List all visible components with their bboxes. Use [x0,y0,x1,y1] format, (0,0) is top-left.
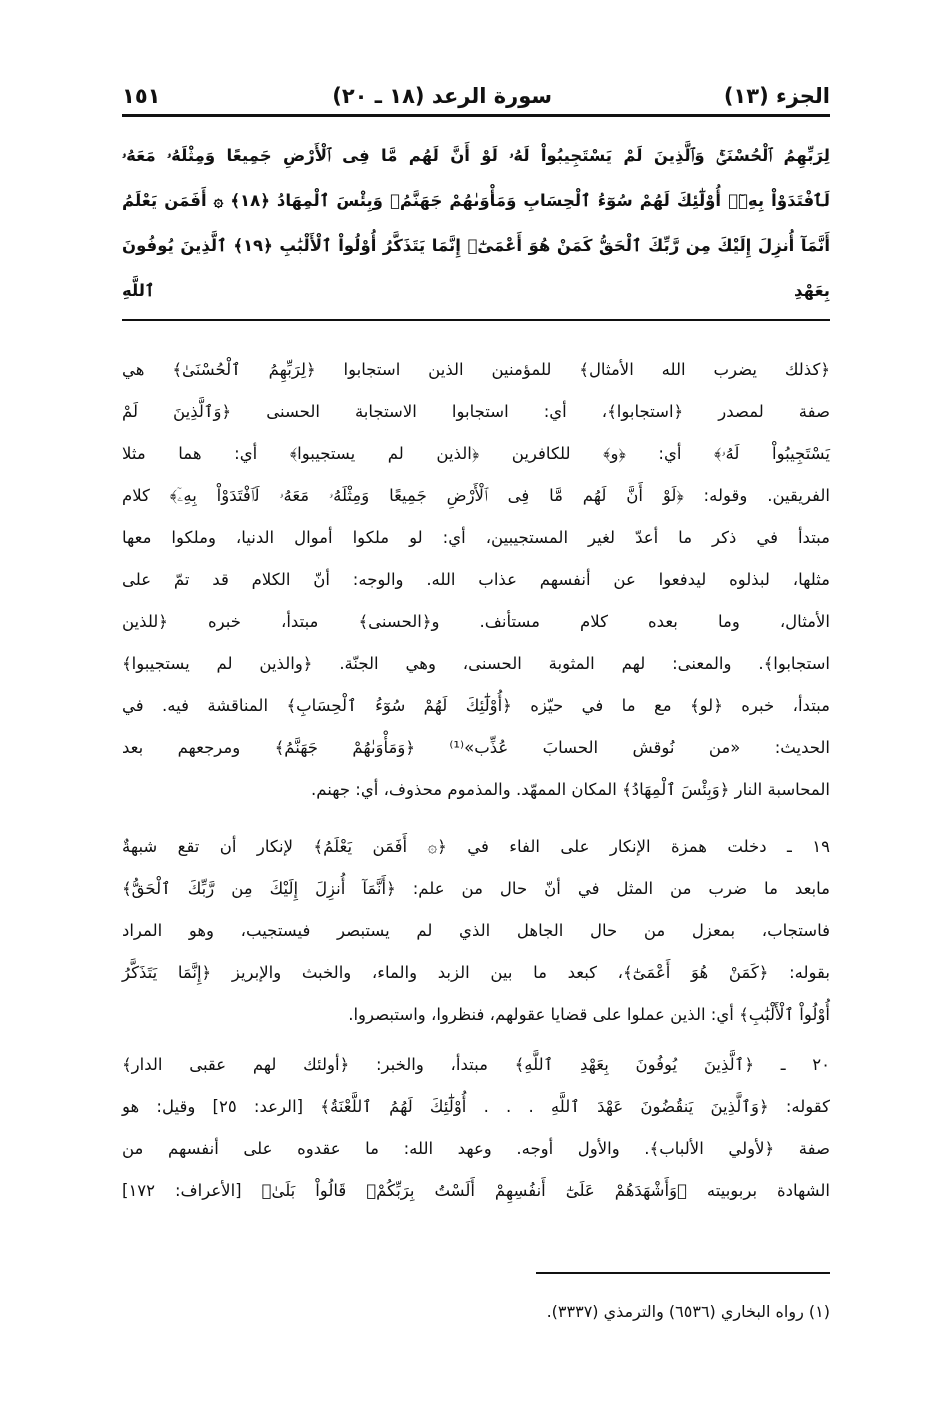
quran-rule [122,319,830,321]
text-line: ١٩ ـ دخلت همزة الإنكار على الفاء في ﴿۞ أَفَمَن يَعْلَمُ﴾ لإنكار أن تقع شبهةٌ [122,837,830,856]
text-line: استجابوا﴾. والمعنى: لهم المثوبة الحسنى، وهي الجنّة. ﴿والذين لم يستجيبوا﴾ [122,654,830,673]
text-line: مابعد ما ضرب من المثل في أنّ حال من علم: ﴿أَنَّمَآ أُنزِلَ إِلَيْكَ مِن رَّبِّكَ ٱلْحَقُّ﴾ [122,879,830,898]
text-line: الفريقين. وقوله: ﴿لَوْ أَنَّ لَهُم مَّا فِى ٱلْأَرْضِ جَمِيعًا وَمِثْلَهُۥ مَعَهُۥ لَٱفْتَدَوْاْ بِهِۦٓ﴾ كلام [122,486,830,505]
commentary-paragraph-1 [122,349,830,811]
text-line: ٢٠ ـ ﴿ٱلَّذِينَ يُوفُونَ بِعَهْدِ ٱللَّهِ﴾ مبتدأ، والخبر: ﴿أولئك لهم عقبى الدار﴾ [122,1055,830,1074]
text-line: يَسْتَجِيبُواْ لَهُۥ﴾ أي: ﴿و﴾ للكافرين ﴿الذين لم يستجيبوا﴾ أي: هما مثلا [122,444,830,463]
commentary-verse-20 [122,1044,830,1212]
quran-block [122,133,830,313]
footnote: (١) رواه البخاري (٦٥٣٦) والترمذي (٣٣٣٧). [546,1302,830,1321]
quran-line: لَٱفْتَدَوْاْ بِهِۦٓۚ أُوْلَٰٓئِكَ لَهُمْ سُوٓءُ ٱلْحِسَابِ وَمَأْوَىٰهُمْ جَهَنَّمُۖ وَبِئْسَ ٱلْمِهَادُ ﴿١٨﴾ ۞ أَفَمَن يَعْلَمُ [122,191,831,210]
text-line: صفة لمصدر ﴿استجابوا﴾، أي: استجابوا الاستجابة الحسنى ﴿وَٱلَّذِينَ لَمْ [122,402,830,421]
text-line: مثلها، لبذلوه ليدفعوا عن أنفسهم عذاب الله. والوجه: أنّ الكلام قد تمّ على [122,570,830,589]
header-rule [122,114,830,117]
running-header [122,78,830,114]
book-page [122,78,830,1321]
text-line: مبتدأ في ذكر ما أعدّ لغير المستجيبين، أي: لو ملكوا أموال الدنيا، وملكوا معها [122,528,830,547]
page-number: ١٥١ [122,84,161,108]
text-line: الشهادة بربوبيته ﴿وَأَشْهَدَهُمْ عَلَىٰٓ أَنفُسِهِمْ أَلَسْتُ بِرَبِّكُمْۖ قَالُواْ بَلَىٰ﴾ [الأعراف: ١٧٢] [122,1181,830,1200]
text-line: بقوله: ﴿كَمَنْ هُوَ أَعْمَىٰٓ﴾، كبعد ما بين الزبد والماء، والخبث والإبريز ﴿إِنَّمَا يَتَذَكَّرُ [122,963,830,982]
text-line: فاستجاب، بمعزل من حال الجاهل الذي لم يستبصر فيستجيب، وهو المراد [122,921,830,940]
text-line: صفة ﴿لأولي الألباب﴾. والأول أوجه. وعهد الله: ما عقدوه على أنفسهم من [122,1139,830,1158]
footnote-rule [536,1272,830,1274]
part-label: الجزء (١٣) [723,84,830,108]
text-line: الحديث: «من نُوقش الحسابَ عُذِّب»⁽¹⁾ ﴿وَمَأْوَىٰهُمْ جَهَنَّمُ﴾ ومرجعهم بعد [122,738,830,757]
text-line: كقوله: ﴿وَٱلَّذِينَ يَنقُضُونَ عَهْدَ ٱللَّهِ . . . أُوْلَٰٓئِكَ لَهُمُ ٱللَّعْنَةُ﴾ [الرعد: ٢٥] وقيل: هو [122,1097,830,1116]
quran-line: أَنَّمَآ أُنزِلَ إِلَيْكَ مِن رَّبِّكَ ٱلْحَقُّ كَمَنْ هُوَ أَعْمَىٰٓۚ إِنَّمَا يَتَذَكَّرُ أُوْلُواْ ٱلْأَلْبَٰبِ ﴿١٩﴾ ٱلَّذِينَ يُوفُونَ بِعَهْدِ ٱللَّهِ [122,236,830,300]
text-line: أُوْلُواْ ٱلْأَلْبَٰبِ﴾ أي: الذين عملوا على قضايا عقولهم، فنظروا، واستبصروا. [348,1005,830,1024]
quran-line: لِرَبِّهِمُ ٱلْحُسْنَىٰۚ وَٱلَّذِينَ لَمْ يَسْتَجِيبُواْ لَهُۥ لَوْ أَنَّ لَهُم مَّا فِى ٱلْأَرْضِ جَمِيعًا وَمِثْلَهُۥ مَعَهُۥ [122,146,830,165]
text-line: المحاسبة النار ﴿وَبِئْسَ ٱلْمِهَادُ﴾ المكان الممهّد. والمذموم محذوف، أي: جهنم. [311,780,830,799]
commentary-verse-19 [122,826,830,1036]
text-line: ﴿كذلك يضرب الله الأمثال﴾ للمؤمنين الذين استجابوا ﴿لِرَبِّهِمُ ٱلْحُسْنَىٰ﴾ هي [122,360,830,379]
text-line: الأمثال، وما بعده كلام مستأنف. و﴿الحسنى﴾ مبتدأ، خبره ﴿للذين [122,612,830,631]
surah-label: سورة الرعد (١٨ ـ ٢٠) [332,84,553,108]
text-line: مبتدأ، خبره ﴿لو﴾ مع ما في حيّزه ﴿أُوْلَٰٓئِكَ لَهُمْ سُوٓءُ ٱلْحِسَابِ﴾ المناقشة فيه. في [122,696,830,715]
